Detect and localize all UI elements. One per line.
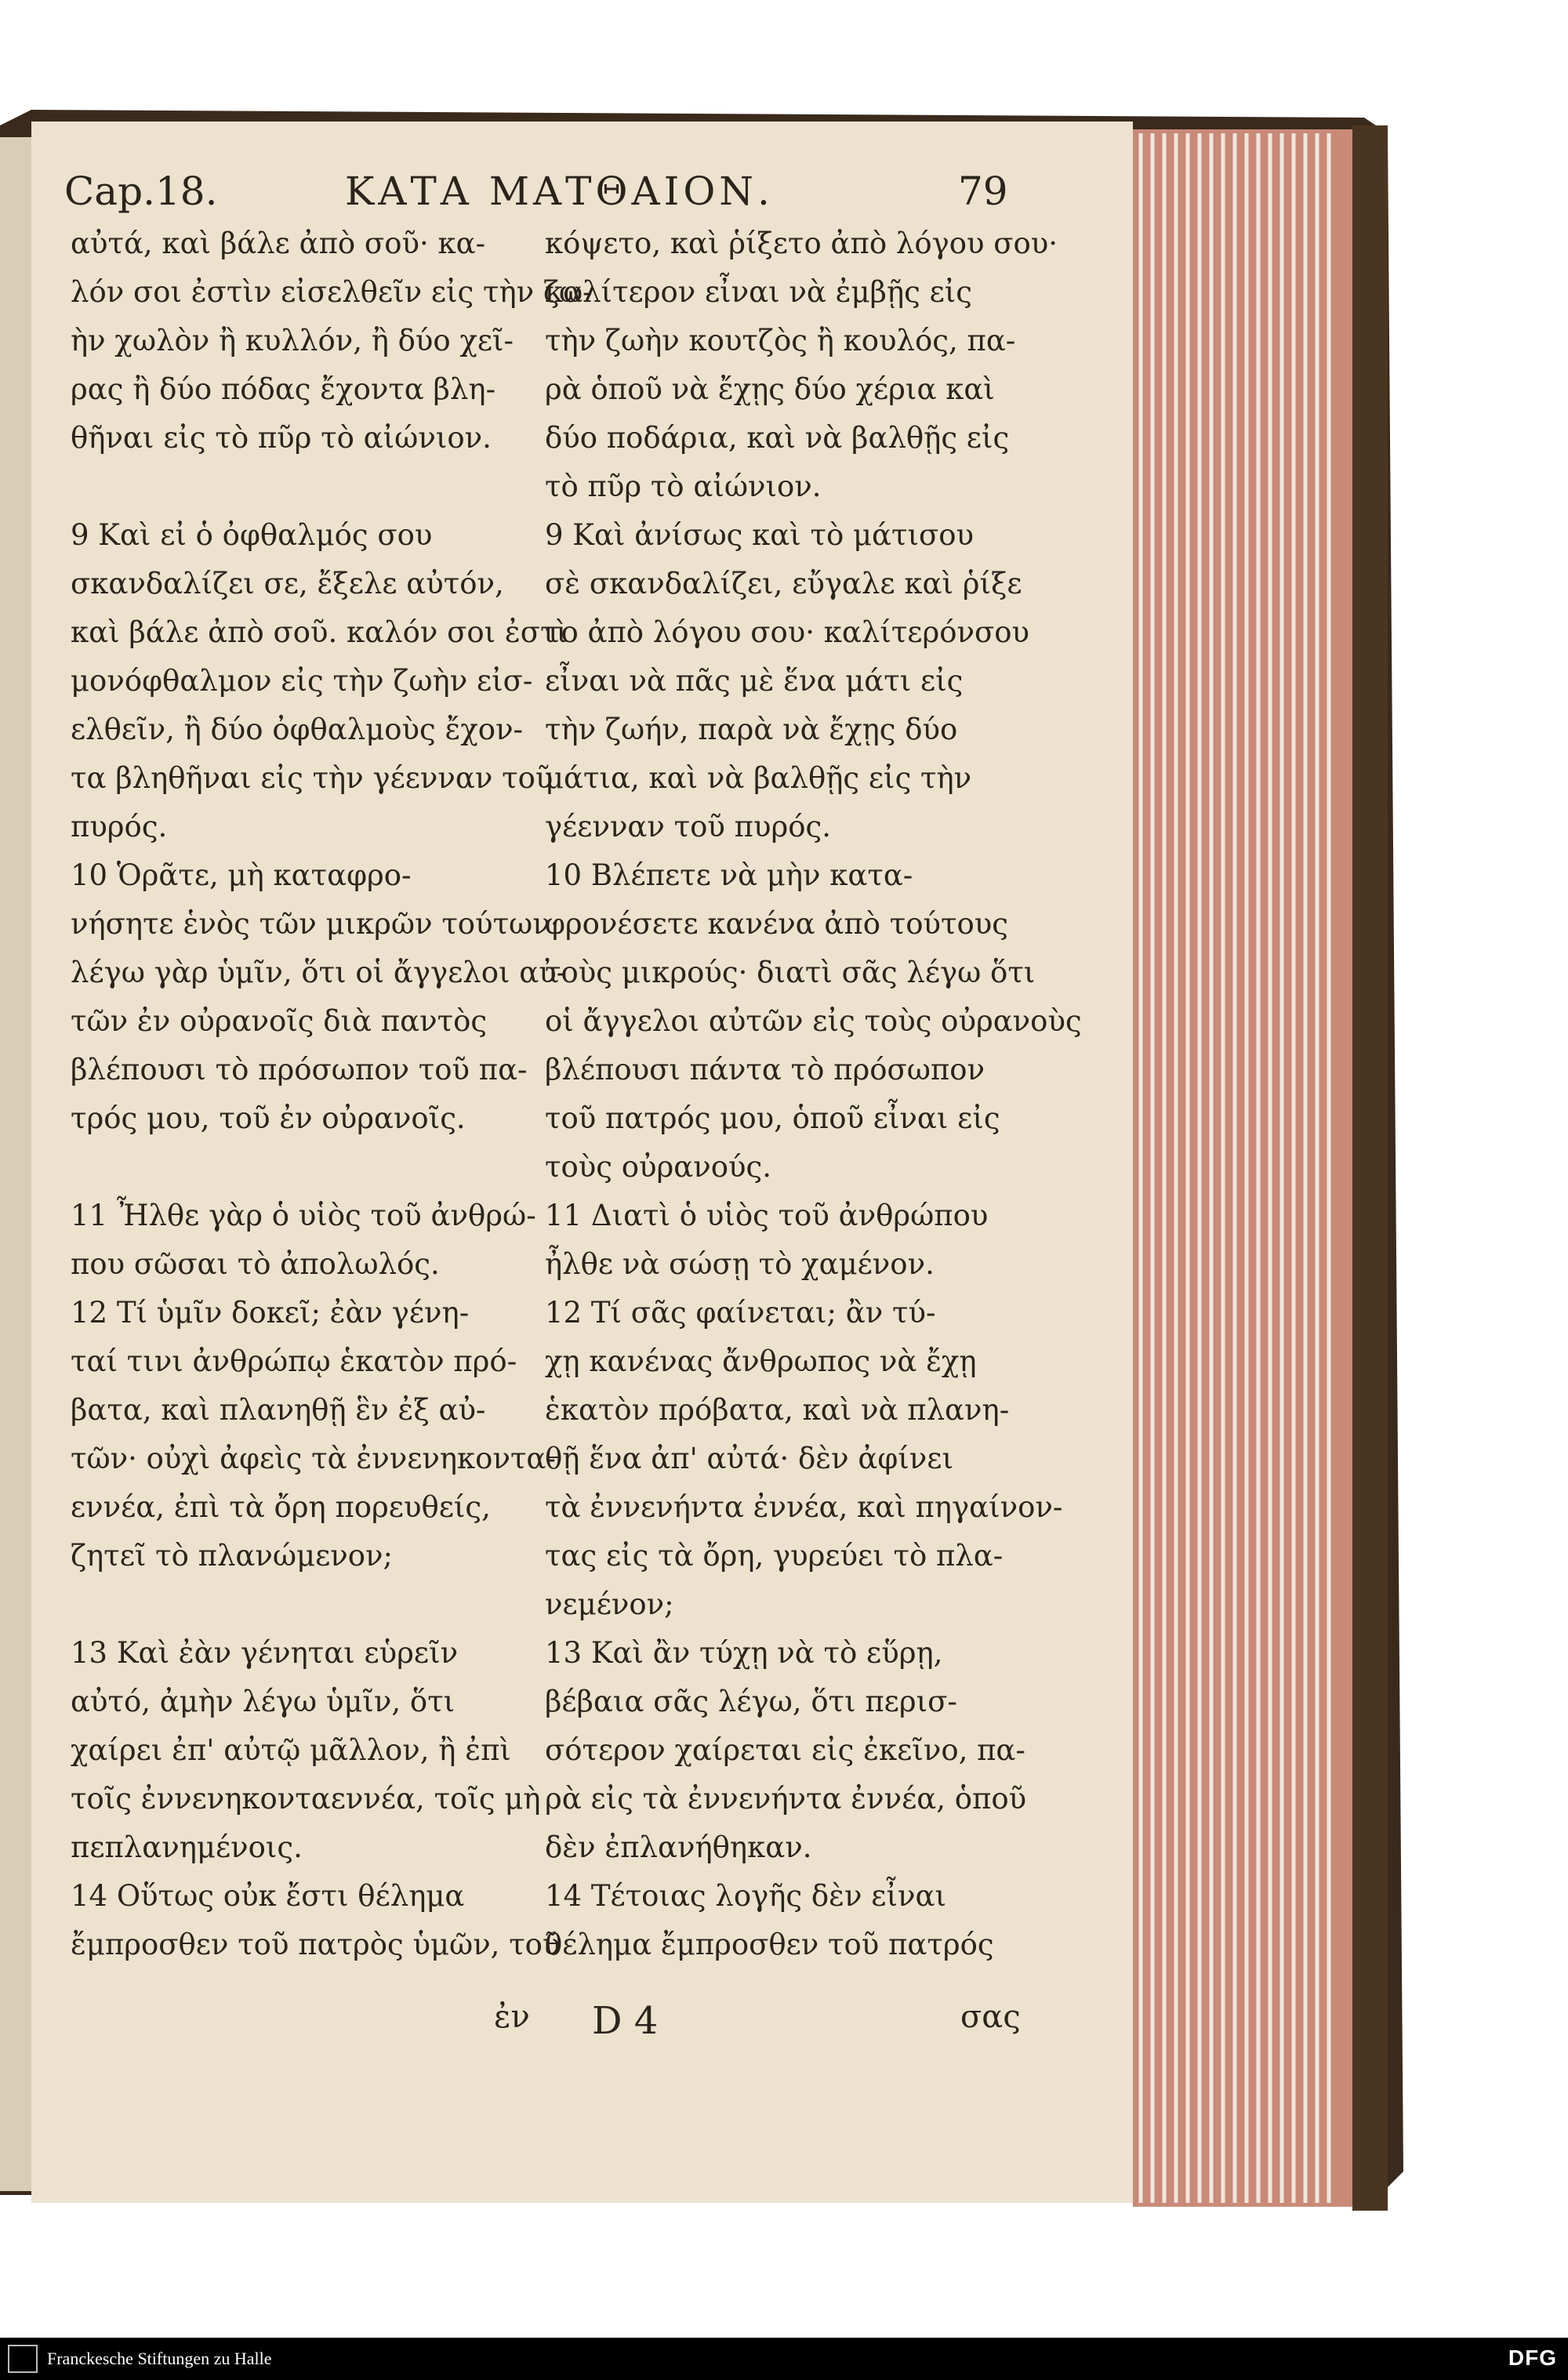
text-line: 11 Διατὶ ὁ υἱὸς τοῦ ἀνθρώπου [545,1199,989,1232]
text-line: 9 Καὶ εἰ ὁ ὀφθαλμός σου [71,518,433,552]
text-line: μάτια, καὶ νὰ βαλθῇς εἰς τὴν [545,761,972,795]
text-line: φρονέσετε κανένα ἀπὸ τούτους [545,907,1008,941]
text-line: ἦλθε νὰ σώσῃ τὸ χαμένον. [545,1247,935,1281]
text-line: εἶναι νὰ πᾶς μὲ ἕνα μάτι εἰς [545,664,964,698]
text-line: καὶ βάλε ἀπὸ σοῦ. καλόν σοι ἐστὶ [71,615,568,649]
text-line: τας εἰς τὰ ὄρη, γυρεύει τὸ πλα- [545,1539,1004,1573]
text-line: καλίτερον εἶναι νὰ ἐμβῇς εἰς [545,275,972,309]
text-line: τρός μου, τοῦ ἐν οὐρανοῖς. [71,1101,466,1135]
text-line: δύο ποδάρια, καὶ νὰ βαλθῇς εἰς [545,421,1010,455]
text-line: τοῦ πατρός μου, ὁποῦ εἶναι εἰς [545,1101,1000,1135]
text-line: το ἀπὸ λόγου σου· καλίτερόνσου [545,615,1030,649]
viewer-footer-bar [0,2338,1568,2380]
text-line: σὲ σκανδαλίζει, εὔγαλε καὶ ῥίξε [545,567,1022,600]
running-title: ΚΑΤΑ ΜΑΤΘΑΙΟΝ. [345,169,774,214]
text-line: σκανδαλίζει σε, ἔξελε αὐτόν, [71,567,504,600]
text-line: 9 Καὶ ἀνίσως καὶ τὸ μάτισου [545,518,975,552]
text-line: τοῖς ἐννενηκονταεννέα, τοῖς μὴ [71,1782,541,1816]
text-line: χαίρει ἐπ' αὐτῷ μᾶλλον, ἢ ἐπὶ [71,1733,511,1767]
text-line: λόν σοι ἐστὶν εἰσελθεῖν εἰς τὴν ζω- [71,275,593,309]
catchword-right: σας [960,1999,1021,2035]
chapter-label: Cap.18. [64,169,218,214]
text-line: 10 Ὁρᾶτε, μὴ καταφρο- [71,858,412,892]
text-line: χῃ κανένας ἄνθρωπος νὰ ἔχῃ [545,1344,977,1378]
institution-name: Franckesche Stiftungen zu Halle [47,2349,272,2368]
text-line: τὰ ἐννενήντα ἐννέα, καὶ πηγαίνον- [545,1490,1063,1524]
text-line: 14 Τέτοιας λογῆς δὲν εἶναι [545,1879,946,1913]
text-line: δὲν ἐπλανήθηκαν. [545,1830,812,1864]
signature-mark: D 4 [592,1999,659,2043]
text-line: ταί τινι ἀνθρώπῳ ἑκατὸν πρό- [71,1344,517,1378]
text-line: τῶν· οὐχὶ ἀφεὶς τὰ ἐννενηκοντα- [71,1442,556,1475]
text-line: τὴν ζωήν, παρὰ νὰ ἔχῃς δύο [545,713,958,746]
text-line: τὴν ζωὴν κουτζὸς ἢ κουλός, πα- [545,324,1016,357]
text-line: ελθεῖν, ἢ δύο ὀφθαλμοὺς ἔχον- [71,713,524,746]
text-line: οἱ ἄγγελοι αὐτῶν εἰς τοὺς οὐρανοὺς [545,1004,1082,1038]
left-column-ancient-greek [71,219,593,1969]
text-line: τοὺς μικρούς· διατὶ σᾶς λέγω ὅτι [545,956,1036,989]
text-line: ἔμπροσθεν τοῦ πατρὸς ὑμῶν, τοῦ [71,1928,561,1961]
text-line: 12 Τί ὑμῖν δοκεῖ; ἐὰν γένη- [71,1296,470,1330]
text-line: βλέπουσι πάντα τὸ πρόσωπον [545,1053,985,1087]
text-line [71,1580,533,1629]
text-line: που σῶσαι τὸ ἀπολωλός. [71,1247,440,1281]
text-line: 11 Ἦλθε γὰρ ὁ υἱὸς τοῦ ἀνθρώ- [71,1199,536,1232]
text-line: 14 Οὕτως οὐκ ἔστι θέλημα [71,1879,465,1913]
page-number: 79 [958,169,1008,214]
text-line: ὴν χωλὸν ἢ κυλλόν, ἢ δύο χεῖ- [71,324,514,357]
text-line: βέβαια σᾶς λέγω, ὅτι περισ- [545,1685,957,1718]
text-line: λέγω γὰρ ὑμῖν, ὅτι οἱ ἄγγελοι αὐ- [71,956,567,989]
right-column-modern-greek [545,219,1082,1969]
text-line: τὸ πῦρ τὸ αἰώνιον. [545,470,822,503]
text-line: 10 Βλέπετε νὰ μὴν κατα- [545,858,913,892]
text-line: κόψετο, καὶ ῥίξετο ἀπὸ λόγου σου· [545,227,1058,260]
text-line: μονόφθαλμον εἰς τὴν ζωὴν εἰσ- [71,664,533,698]
text-line: βλέπουσι τὸ πρόσωπον τοῦ πα- [71,1053,528,1087]
text-line: 12 Τί σᾶς φαίνεται; ἂν τύ- [545,1296,936,1330]
text-line: τοὺς οὐρανούς. [545,1150,771,1184]
text-line: τα βληθῆναι εἰς τὴν γέενναν τοῦ [71,761,554,795]
text-line: 13 Καὶ ἂν τύχῃ νὰ τὸ εὕρῃ, [545,1636,943,1670]
text-line: ρὰ εἰς τὰ ἐννενήντα ἐννέα, ὁποῦ [545,1782,1027,1816]
text-line: θέλημα ἔμπροσθεν τοῦ πατρός [545,1928,994,1961]
book-page [31,122,1133,2203]
text-line: ρὰ ὁποῦ νὰ ἔχῃς δύο χέρια καὶ [545,372,995,406]
text-line: 13 Καὶ ἐὰν γένηται εὑρεῖν [71,1636,459,1670]
institution-logo-icon [8,2345,38,2373]
text-line: νήσητε ἑνὸς τῶν μικρῶν τούτων· [71,907,560,941]
text-line: ἑκατὸν πρόβατα, καὶ νὰ πλανη- [545,1393,1010,1427]
text-line: πυρός. [71,810,168,844]
text-line: εννέα, ἐπὶ τὰ ὄρη πορευθείς, [71,1490,491,1524]
text-line: τῶν ἐν οὐρανοῖς διὰ παντὸς [71,1004,488,1038]
text-line: θῆναι εἰς τὸ πῦρ τὸ αἰώνιον. [71,421,492,455]
text-line [71,1143,533,1192]
text-line: αὐτά, καὶ βάλε ἀπὸ σοῦ· κα- [71,227,486,260]
text-line: αὐτό, ἀμὴν λέγω ὑμῖν, ὅτι [71,1685,456,1718]
text-line: θῇ ἕνα ἀπ' αὐτά· δὲν ἀφίνει [545,1442,953,1475]
text-line: ρας ἢ δύο πόδας ἔχοντα βλη- [71,372,496,406]
text-line [71,463,533,511]
text-line: πεπλανημένοις. [71,1830,303,1864]
text-line: σότερον χαίρεται εἰς ἐκεῖνο, πα- [545,1733,1025,1767]
text-line: γέενναν τοῦ πυρός. [545,810,831,844]
catchword-left: ἐν [494,1999,530,2035]
dfg-logo: DFG [1508,2346,1557,2370]
text-line: νεμένον; [545,1587,674,1621]
text-line: ζητεῖ τὸ πλανώμενον; [71,1539,393,1573]
text-line: βατα, καὶ πλανηθῇ ἓν ἐξ αὐ- [71,1393,486,1427]
